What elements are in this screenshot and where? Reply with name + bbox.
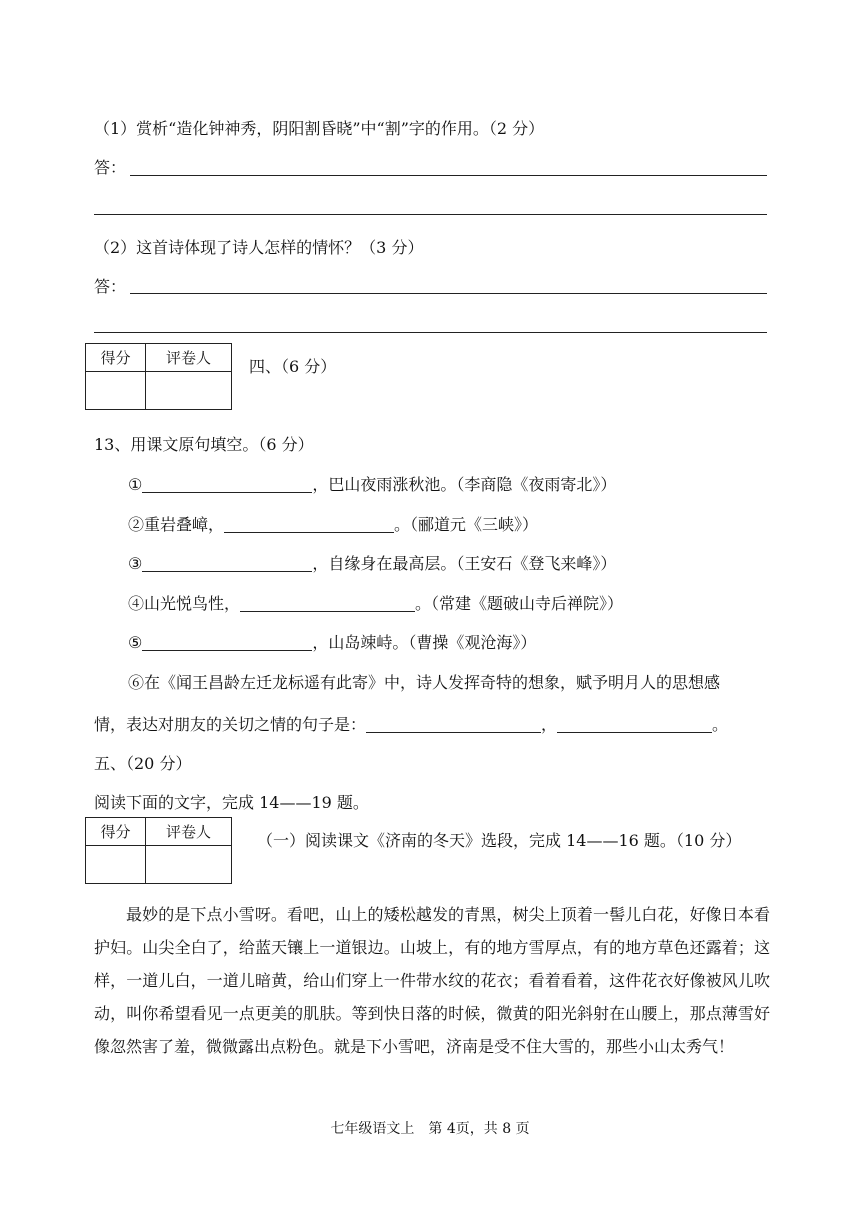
question-13-prompt: 13、用课文原句填空。（6 分） xyxy=(94,435,314,454)
fill-item-4-suffix: 。（常建《题破山寺后禅院》） xyxy=(415,594,624,613)
score-table-1 xyxy=(85,343,232,410)
fill-blank-6b[interactable] xyxy=(557,716,712,733)
fill-item-4 xyxy=(128,593,623,615)
page-footer: 七年级语文上 第 4页，共 8 页 xyxy=(330,1121,530,1137)
fill-item-4-prefix: ④山光悦鸟性， xyxy=(128,594,241,613)
fill-item-3-suffix: ，自缘身在最高层。（王安石《登飞来峰》） xyxy=(312,554,617,573)
fill-item-6-line2 xyxy=(94,714,728,736)
answer-label-1: 答： xyxy=(94,158,127,177)
fill-item-2 xyxy=(128,514,538,536)
fill-blank-1[interactable] xyxy=(142,476,312,493)
fill-blank-2[interactable] xyxy=(224,516,394,533)
fill-item-3 xyxy=(128,553,616,575)
fill-item-1-suffix: ，巴山夜雨涨秋池。（李商隐《夜雨寄北》） xyxy=(312,475,617,494)
fill-item-5 xyxy=(128,632,536,654)
fill-item-5-prefix: ⑤ xyxy=(128,633,143,652)
answer-line-2a[interactable] xyxy=(130,293,767,294)
fill-blank-5[interactable] xyxy=(142,634,312,651)
fill-item-2-suffix: 。（郦道元《三峡》） xyxy=(394,515,539,534)
answer-line-1a[interactable] xyxy=(130,175,767,176)
section-5-instruction: 阅读下面的文字，完成 14——19 题。 xyxy=(94,793,369,812)
question-1-prompt: （1）赏析“造化钟神秀，阴阳割昏晓”中“割”字的作用。（2 分） xyxy=(94,119,545,138)
answer-line-2b[interactable] xyxy=(94,332,767,333)
grader-header: 评卷人 xyxy=(146,818,232,846)
section-4-heading: 四、（6 分） xyxy=(249,357,337,376)
score-cell[interactable] xyxy=(86,846,146,884)
answer-line-1b[interactable] xyxy=(94,214,767,215)
score-header: 得分 xyxy=(86,818,146,846)
grader-header: 评卷人 xyxy=(146,344,232,372)
reading-passage: 最妙的是下点小雪呀。看吧，山上的矮松越发的青黑，树尖上顶着一髻儿白花，好像日本看护妇。山尖全白了，给蓝天镶上一道银边。山坡上，有的地方雪厚点，有的地方草色还露着；这样，一道儿白，一道儿暗黄，给山们穿上一件带水纹的花衣；看着看着，这件花衣好像被风儿吹动，叫你希望看见一点更美的肌肤。等到快日落的时候，微黄的阳光斜射在山腰上，那点薄雪好像忽然害了羞，微微露出点粉色。就是下小雪吧，济南是受不住大雪的，那些小山太秀气！ xyxy=(94,905,770,1056)
part-1-heading: （一）阅读课文《济南的冬天》选段，完成 14——16 题。（10 分） xyxy=(257,831,742,850)
fill-item-2-prefix: ②重岩叠嶂， xyxy=(128,515,225,534)
score-table-2 xyxy=(85,817,232,884)
question-2-prompt: （2）这首诗体现了诗人怎样的情怀？（3 分） xyxy=(94,238,424,257)
fill-item-6-line1: ⑥在《闻王昌龄左迁龙标遥有此寄》中，诗人发挥奇特的想象，赋予明月人的思想感 xyxy=(128,673,721,692)
score-header: 得分 xyxy=(86,344,146,372)
fill-blank-3[interactable] xyxy=(142,555,312,572)
answer-label-2: 答： xyxy=(94,277,127,296)
fill-blank-6a[interactable] xyxy=(366,716,541,733)
fill-item-6-prefix: 情，表达对朋友的关切之情的句子是： xyxy=(94,715,367,734)
fill-item-6-sep: ， xyxy=(541,715,558,734)
score-cell[interactable] xyxy=(86,372,146,410)
fill-item-3-prefix: ③ xyxy=(128,554,143,573)
fill-blank-4[interactable] xyxy=(240,595,415,612)
fill-item-1-prefix: ① xyxy=(128,475,143,494)
fill-item-6-end: 。 xyxy=(712,715,729,734)
section-5-heading: 五、（20 分） xyxy=(94,754,192,773)
grader-cell[interactable] xyxy=(146,372,232,410)
grader-cell[interactable] xyxy=(146,846,232,884)
fill-item-1 xyxy=(128,474,616,496)
fill-item-5-suffix: ，山岛竦峙。（曹操《观沧海》） xyxy=(312,633,537,652)
